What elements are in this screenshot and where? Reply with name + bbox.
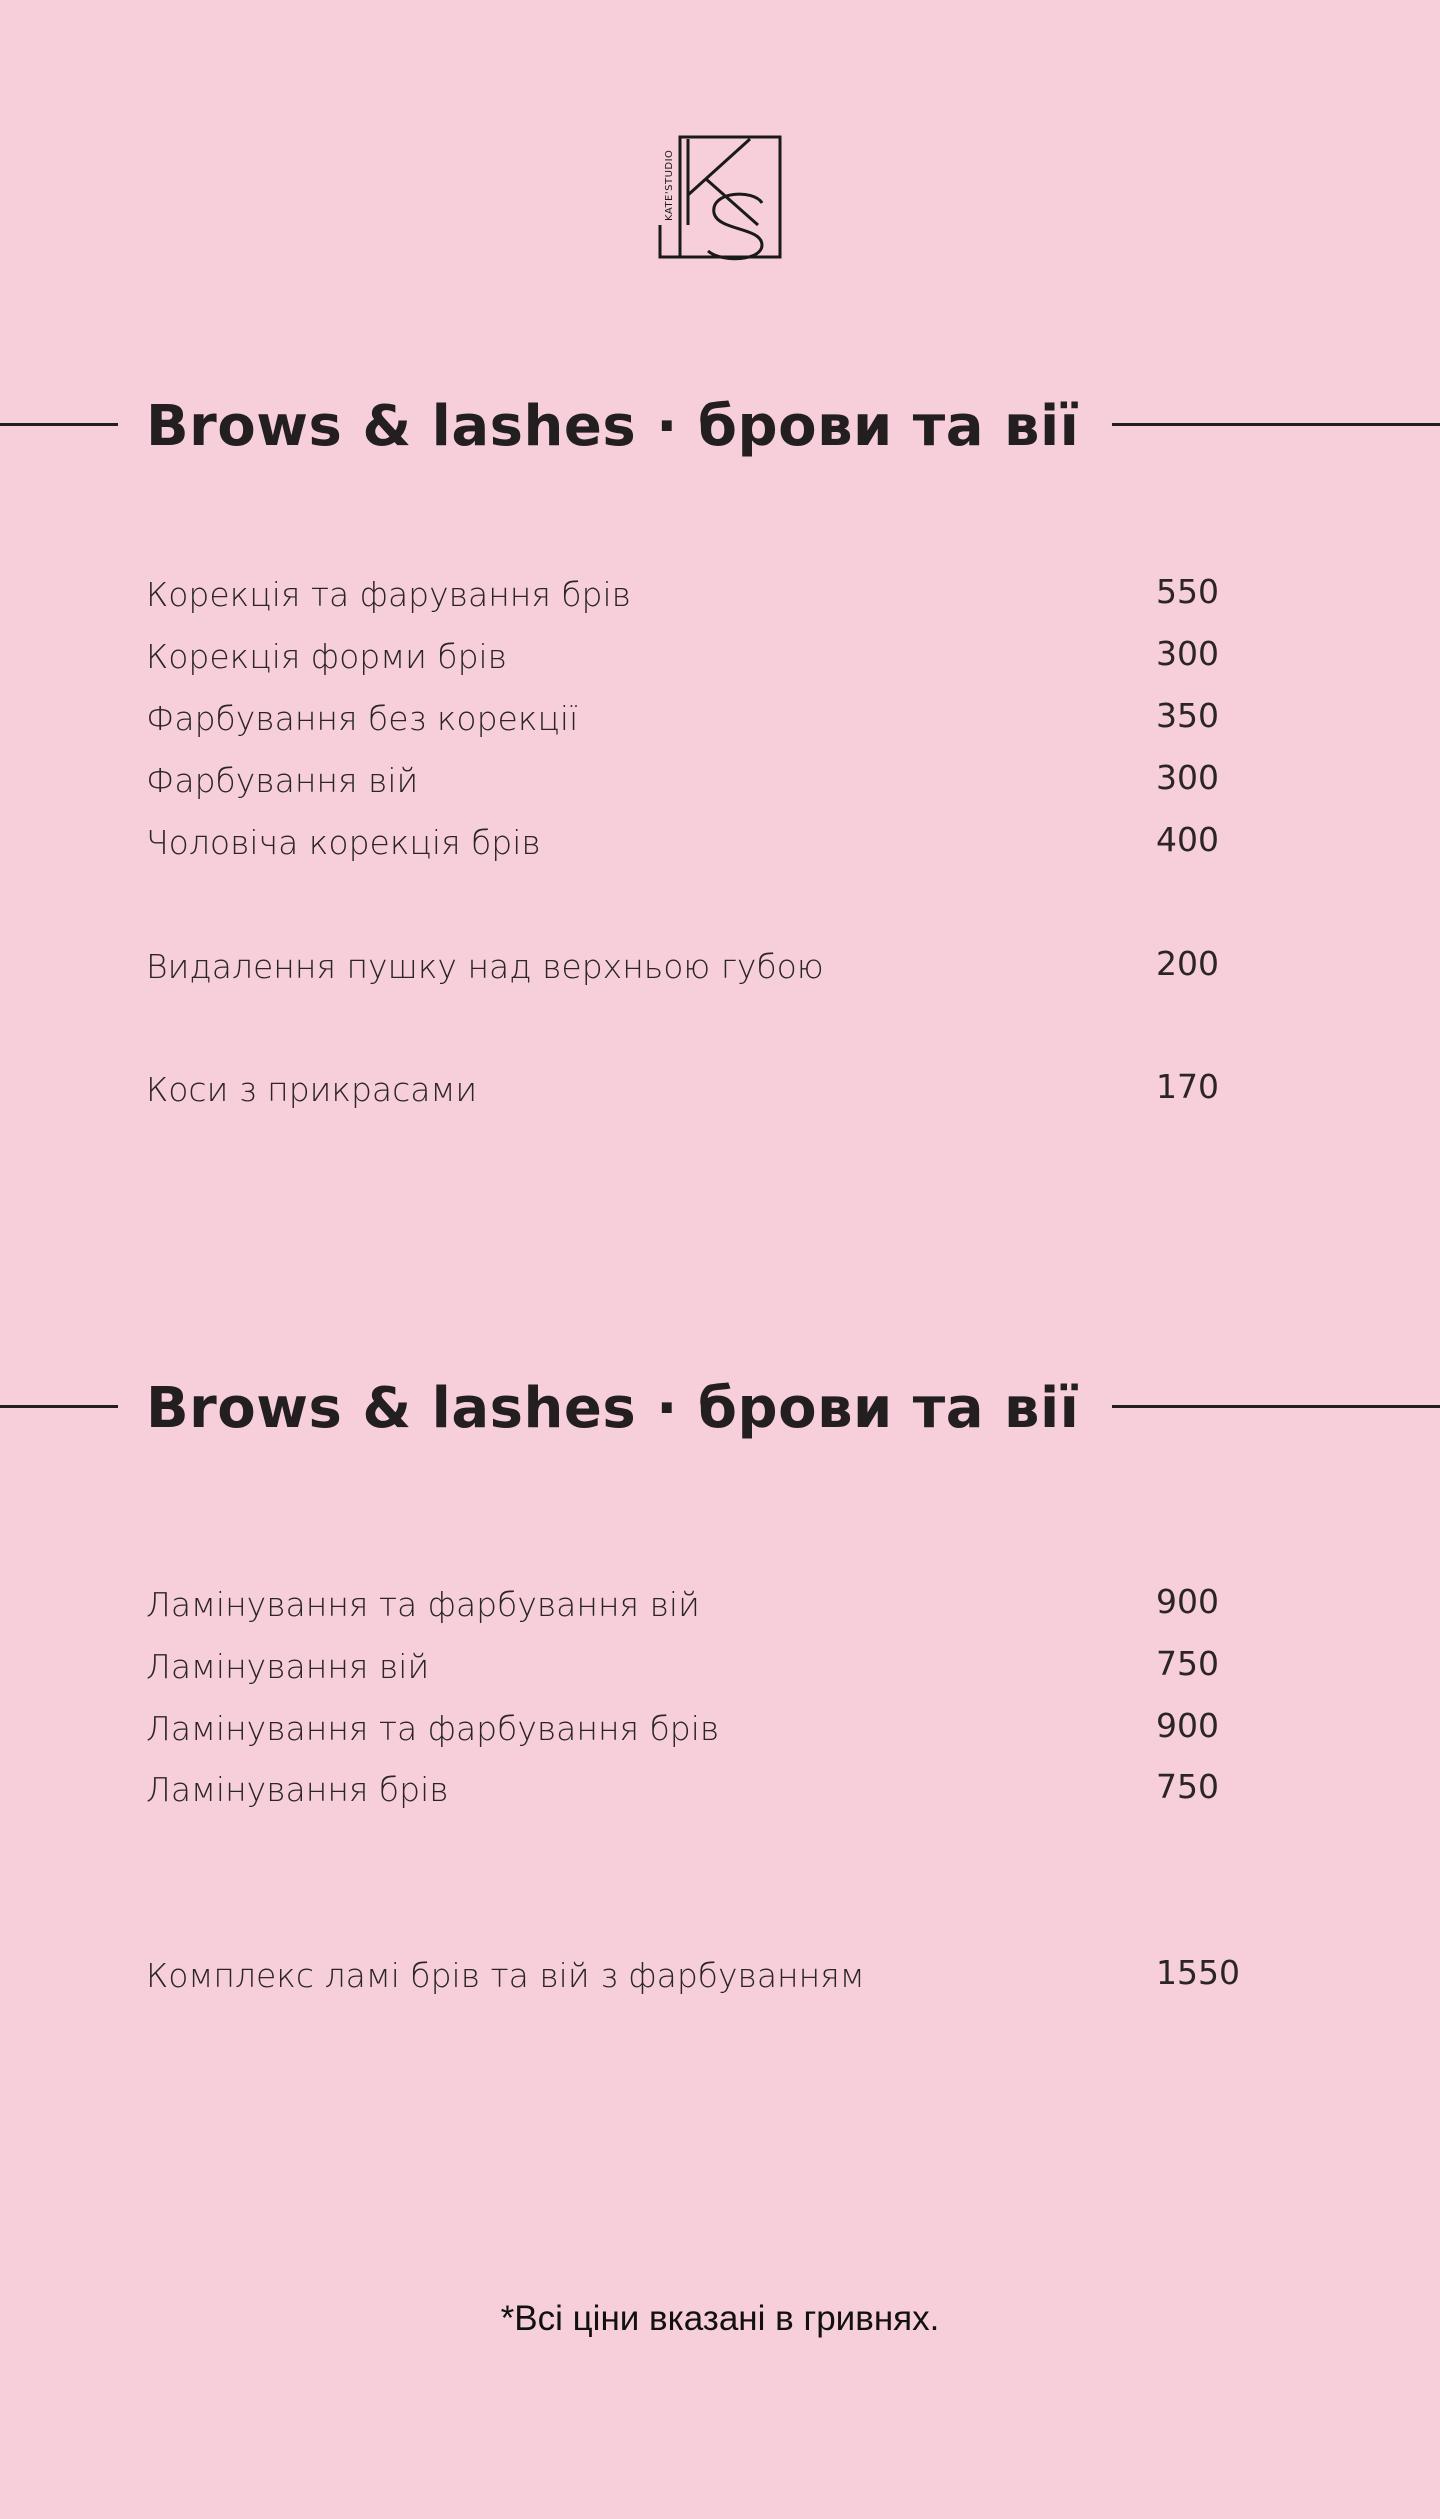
service-name: Видалення пушку над верхньою губою [146,947,824,986]
service-price: 400 [1156,820,1219,859]
service-name: Ламінування брів [146,1770,449,1809]
service-price: 900 [1156,1706,1219,1745]
price-list-item [146,1704,1296,1754]
section-header [0,387,1440,467]
service-name: Ламінування та фарбування брів [146,1709,720,1748]
price-list-item [146,632,1296,682]
service-name: Чоловіча корекція брів [146,823,541,862]
service-name: Ламінування та фарбування вій [146,1585,700,1624]
section-title: Brows & lashes · брови та вії [146,394,1080,459]
section-header [0,1369,1440,1449]
price-list-item [146,1580,1296,1630]
section-title: Brows & lashes · брови та вії [146,1376,1080,1441]
service-name: Фарбування вій [146,761,419,800]
service-name: Комплекс ламі брів та вій з фарбуванням [146,1956,865,1995]
price-list-item [146,756,1296,806]
price-list-item [146,1642,1296,1692]
service-price: 300 [1156,634,1219,673]
studio-logo [658,133,784,261]
price-list-item [146,1065,1296,1115]
price-list-item [146,1765,1296,1815]
price-list-item [146,1951,1296,2001]
service-name: Коси з прикрасами [146,1070,478,1109]
service-name: Фарбування без корекції [146,699,579,738]
price-list-item [146,694,1296,744]
price-list-item [146,942,1296,992]
currency-footnote: *Всі ціни вказані в гривнях. [500,2299,940,2338]
service-name: Корекція та фарування брів [146,575,632,614]
header-divider-left [0,1405,118,1408]
service-price: 300 [1156,758,1219,797]
service-price: 1550 [1156,1953,1240,1992]
price-list-item [146,818,1296,868]
service-price: 900 [1156,1582,1219,1621]
service-price: 750 [1156,1767,1219,1806]
service-name: Корекція форми брів [146,637,508,676]
price-list-item [146,570,1296,620]
service-price: 170 [1156,1067,1219,1106]
header-divider-right [1112,1405,1440,1408]
service-price: 750 [1156,1644,1219,1683]
svg-text:KATE'STUDIO: KATE'STUDIO [664,149,675,221]
header-divider-right [1112,423,1440,426]
service-name: Ламінування вій [146,1647,430,1686]
service-price: 350 [1156,696,1219,735]
service-price: 200 [1156,944,1219,983]
header-divider-left [0,423,118,426]
service-price: 550 [1156,572,1219,611]
